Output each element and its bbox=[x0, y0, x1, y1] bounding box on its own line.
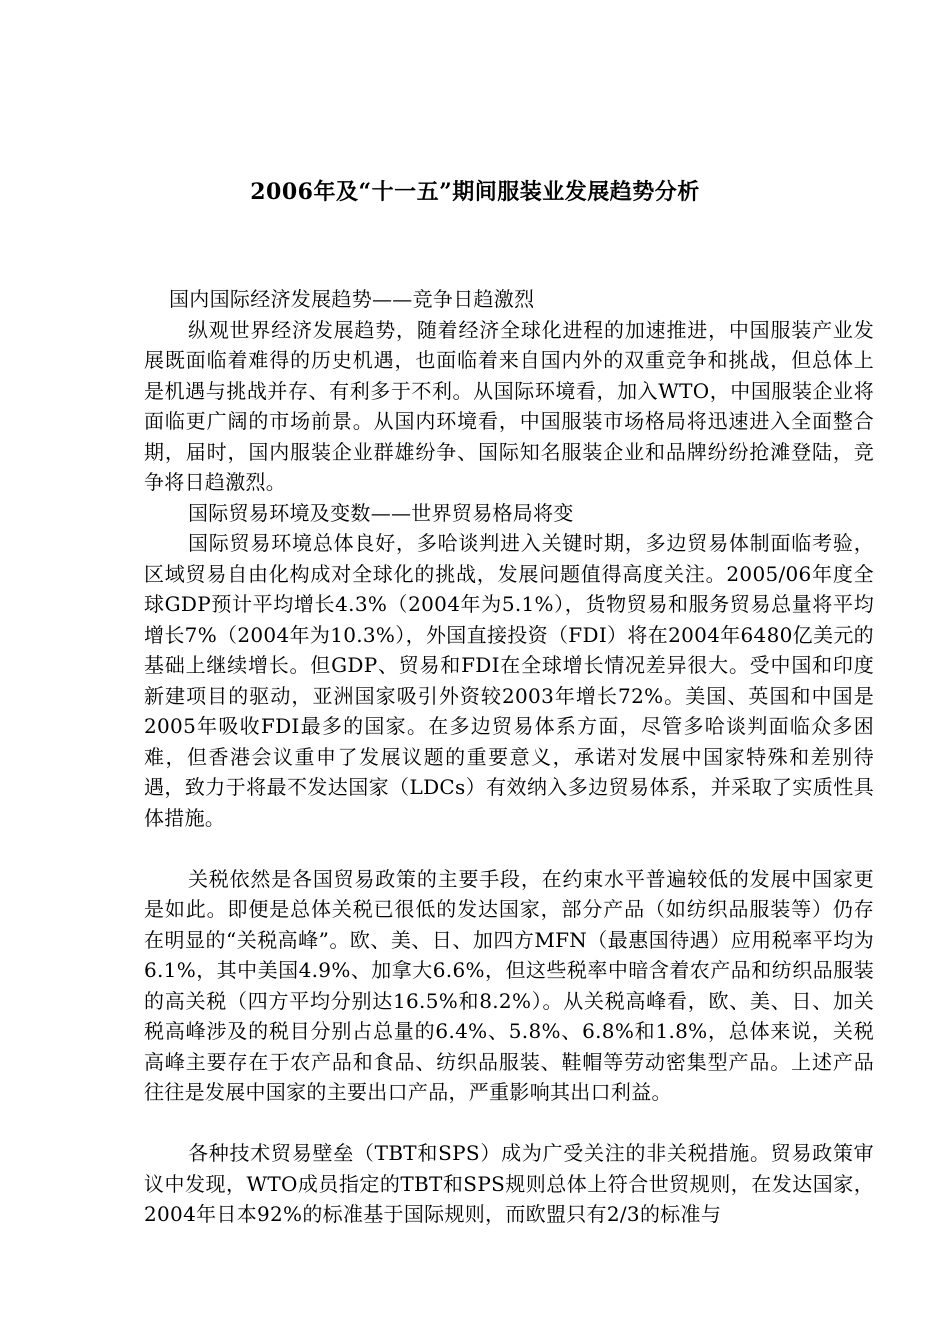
document-title: 2006年及“十一五”期间服装业发展趋势分析 bbox=[250, 178, 700, 205]
section-heading-domestic-international: 国内国际经济发展趋势——竞争日趋激烈 bbox=[169, 287, 535, 311]
paragraph-trade-environment: 国际贸易环境总体良好，多哈谈判进入关键时期，多边贸易体制面临考验，区域贸易自由化构成对全球化的挑战，发展问题值得高度关注。2005/06年度全球GDP预计平均增长4.3%（2004年为5.1%），货物贸易和服务贸易总量将平均增长7%（2004年为10.3%），外国直接投资（FDI）将在2004年6480亿美元的基础上继续增长。但GDP、贸易和FDI在全球增长情况差异很大。受中国和印度新建项目的驱动，亚洲国家吸引外资较2003年增长72%。美国、英国和中国是2005年吸收FDI最多的国家。在多边贸易体系方面，尽管多哈谈判面临众多困难，但香港会议重申了发展议题的重要意义，承诺对发展中国家特殊和差别待遇，致力于将最不发达国家（LDCs）有效纳入多边贸易体系，并采取了实质性具体措施。 bbox=[144, 531, 874, 830]
document-body bbox=[144, 284, 874, 1230]
paragraph-world-economy: 纵观世界经济发展趋势，随着经济全球化进程的加速推进，中国服装产业发展既面临着难得的历史机遇，也面临着来自国内外的双重竞争和挑战，但总体上是机遇与挑战并存、有利多于不利。从国际环境看，加入WTO，中国服装企业将面临更广阔的市场前景。从国内环境看，中国服装市场格局将迅速进入全面整合期，届时，国内服装企业群雄纷争、国际知名服装企业和品牌纷纷抢滩登陆，竞争将日趋激烈。 bbox=[144, 317, 874, 494]
paragraph-tariffs: 关税依然是各国贸易政策的主要手段，在约束水平普遍较低的发展中国家更是如此。即便是总体关税已很低的发达国家，部分产品（如纺织品服装等）仍存在明显的“关税高峰”。欧、美、日、加四方MFN（最惠国待遇）应用税率平均为6.1%，其中美国4.9%、加拿大6.6%，但这些税率中暗含着农产品和纺织品服装的高关税（四方平均分别达16.5%和8.2%）。从关税高峰看，欧、美、日、加关税高峰涉及的税目分别占总量的6.4%、5.8%、6.8%和1.8%，总体来说，关税高峰主要存在于农产品和食品、纺织品服装、鞋帽等劳动密集型产品。上述产品往往是发展中国家的主要出口产品，严重影响其出口利益。 bbox=[144, 866, 874, 1104]
paragraph-technical-barriers: 各种技术贸易壁垒（TBT和SPS）成为广受关注的非关税措施。贸易政策审议中发现，WTO成员指定的TBT和SPS规则总体上符合世贸规则，在发达国家，2004年日本92%的标准基于国际规则，而欧盟只有2/3的标准与 bbox=[144, 1141, 874, 1226]
section-heading-trade-environment: 国际贸易环境及变数——世界贸易格局将变 bbox=[188, 500, 574, 525]
